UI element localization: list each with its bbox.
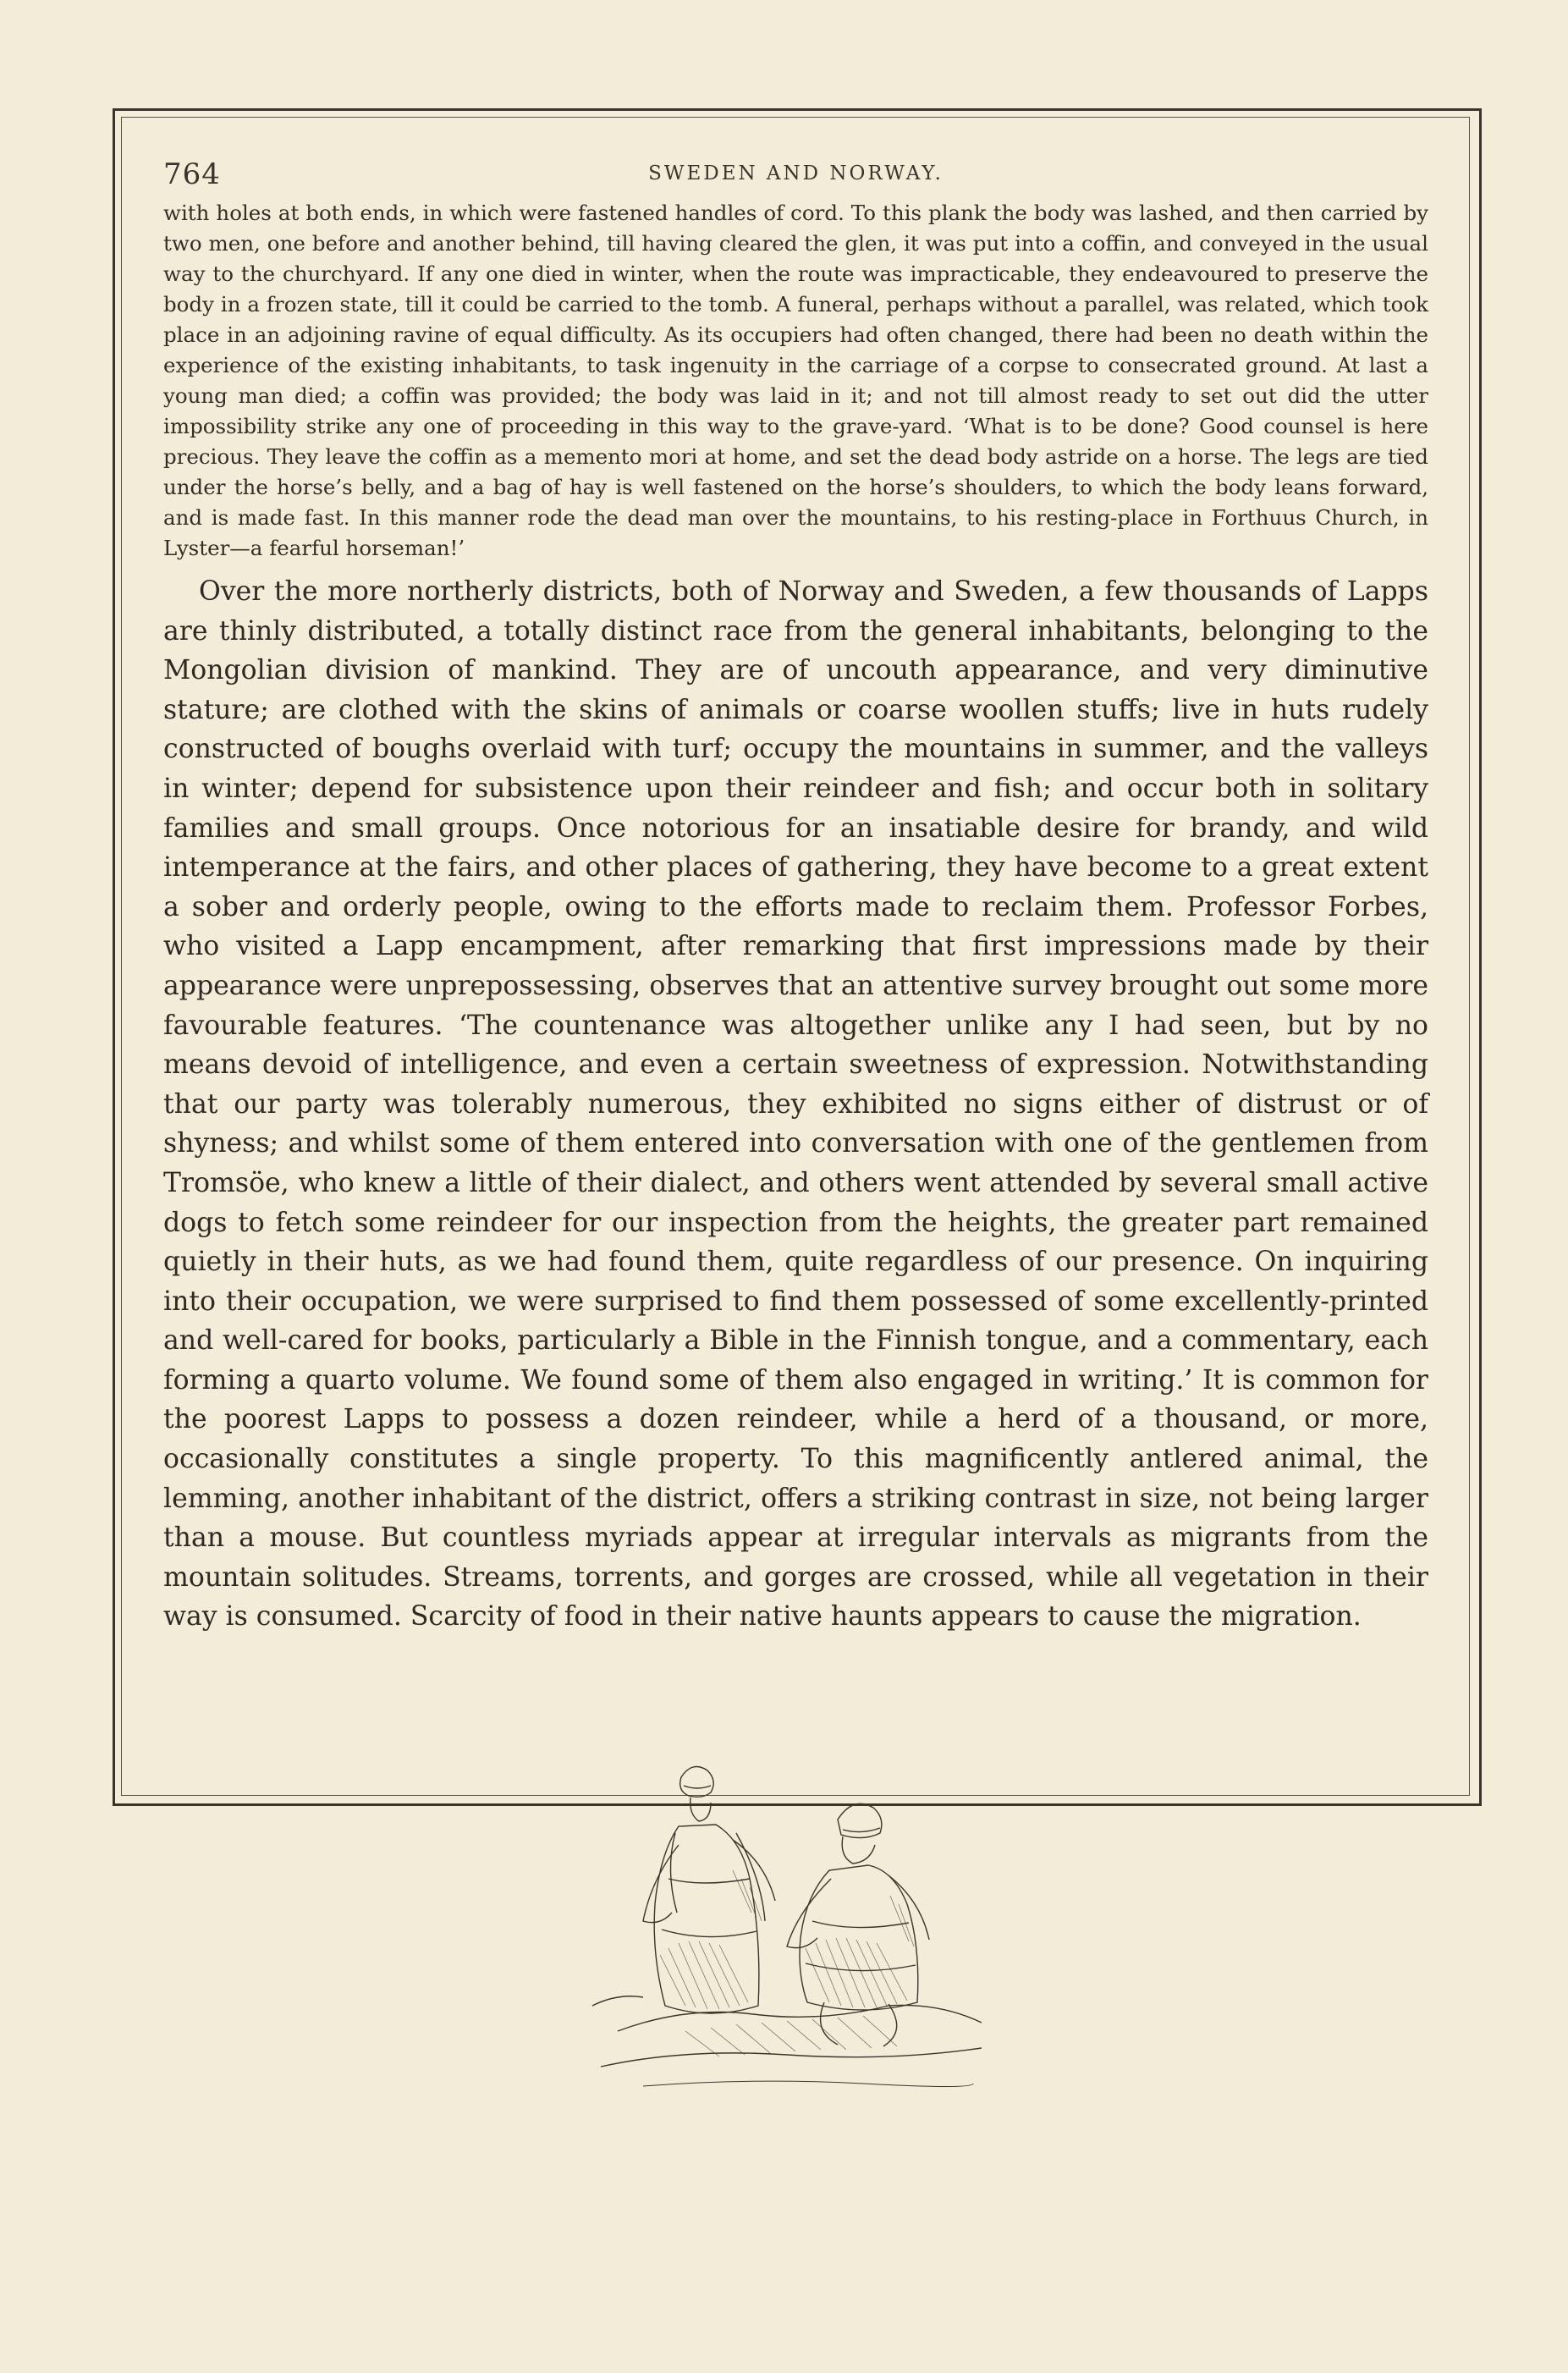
body-paragraph: Over the more northerly districts, both of Norway and Sweden, a few thousands of Lapps are thinly distributed, a totally distinct race from the general inhabitants, belonging to the Mongolian division of mankind. They are of uncouth appearance, and very diminutive stature; are clothed with the skins of animals or coarse woollen stuffs; live in huts rudely constructed of boughs overlaid with turf; occupy the mountains in summer, and the valleys in winter; depend for subsistence upon their reindeer and fish; and occur both in solitary families and small groups. Once notorious for an insatiable desire for brandy, and wild intemperance at the fairs, and other places of gathering, they have become to a great extent a sober and orderly people, owing to the efforts made to reclaim them. Professor Forbes, who visited a Lapp encampment, after remarking that first impressions made by their appearance were unprepossessing, observes that an attentive survey brought out some more favourable features. ‘The countenance was altogether unlike any I had seen, but by no means devoid of intelligence, and even a certain sweetness of expression. Notwithstanding that our party was tolerably numerous, they exhibited no signs either of distrust or of shyness; and whilst some of them entered into conversation with one of the gentlemen from Tromsöe, who knew a little of their dialect, and others went attended by several small active dogs to fetch some reindeer for our inspection from the heights, the greater part remained quietly in their huts, as we had found them, quite regardless of our presence. On inquiring into their occupation, we were surprised to find them possessed of some excellently-printed and well-cared for books, particularly a Bible in the Finnish tongue, and a commentary, each forming a quarto volume. We found some of them also engaged in writing.’ It is common for the poorest Lapps to possess a dozen reindeer, while a herd of a thousand, or more, occasionally constitutes a single property. To this magnificently antlered animal, the lemming, another inhabitant of the district, offers a striking contrast in size, not being larger than a mouse. But countless myriads appear at irregular intervals as migrants from the mountain solitudes. Streams, torrents, and gorges are crossed, while all vegetation in their way is consumed. Scarcity of food in their native haunts appears to cause the migration. [163,576,1428,1632]
page-header [163,152,1428,196]
lapp-figures-engraving [584,1752,1007,2107]
page-number: 764 [163,157,221,191]
page-content [163,152,1428,1637]
running-head: SWEDEN AND NORWAY. [648,162,944,184]
quoted-passage: with holes at both ends, in which were fastened handles of cord. To this plank the body was lashed, and then carried by two men, one before and another behind, till having cleared the glen, it was put into a coffin, and conveyed in the usual way to the churchyard. If any one died in winter, when the route was impracticable, they endeavoured to preserve the body in a frozen state, till it could be carried to the tomb. A funeral, perhaps without a parallel, was related, which took place in an adjoining ravine of equal difficulty. As its occupiers had often changed, there had been no death within the experience of the existing inhabitants, to task ingenuity in the carriage of a corpse to consecrated ground. At last a young man died; a coffin was provided; the body was laid in it; and not till almost ready to set out did the utter impossibility strike any one of proceeding in this way to the grave-yard. ‘What is to be done? Good counsel is here precious. They leave the coffin as a memento mori at home, and set the dead body astride on a horse. The legs are tied under the horse’s belly, and a bag of hay is well fastened on the horse’s shoulders, to which the body leans forward, and is made fast. In this manner rode the dead man over the mountains, to his resting-place in Forthuus Church, in Lyster—a fearful horseman!’ [163,201,1428,560]
